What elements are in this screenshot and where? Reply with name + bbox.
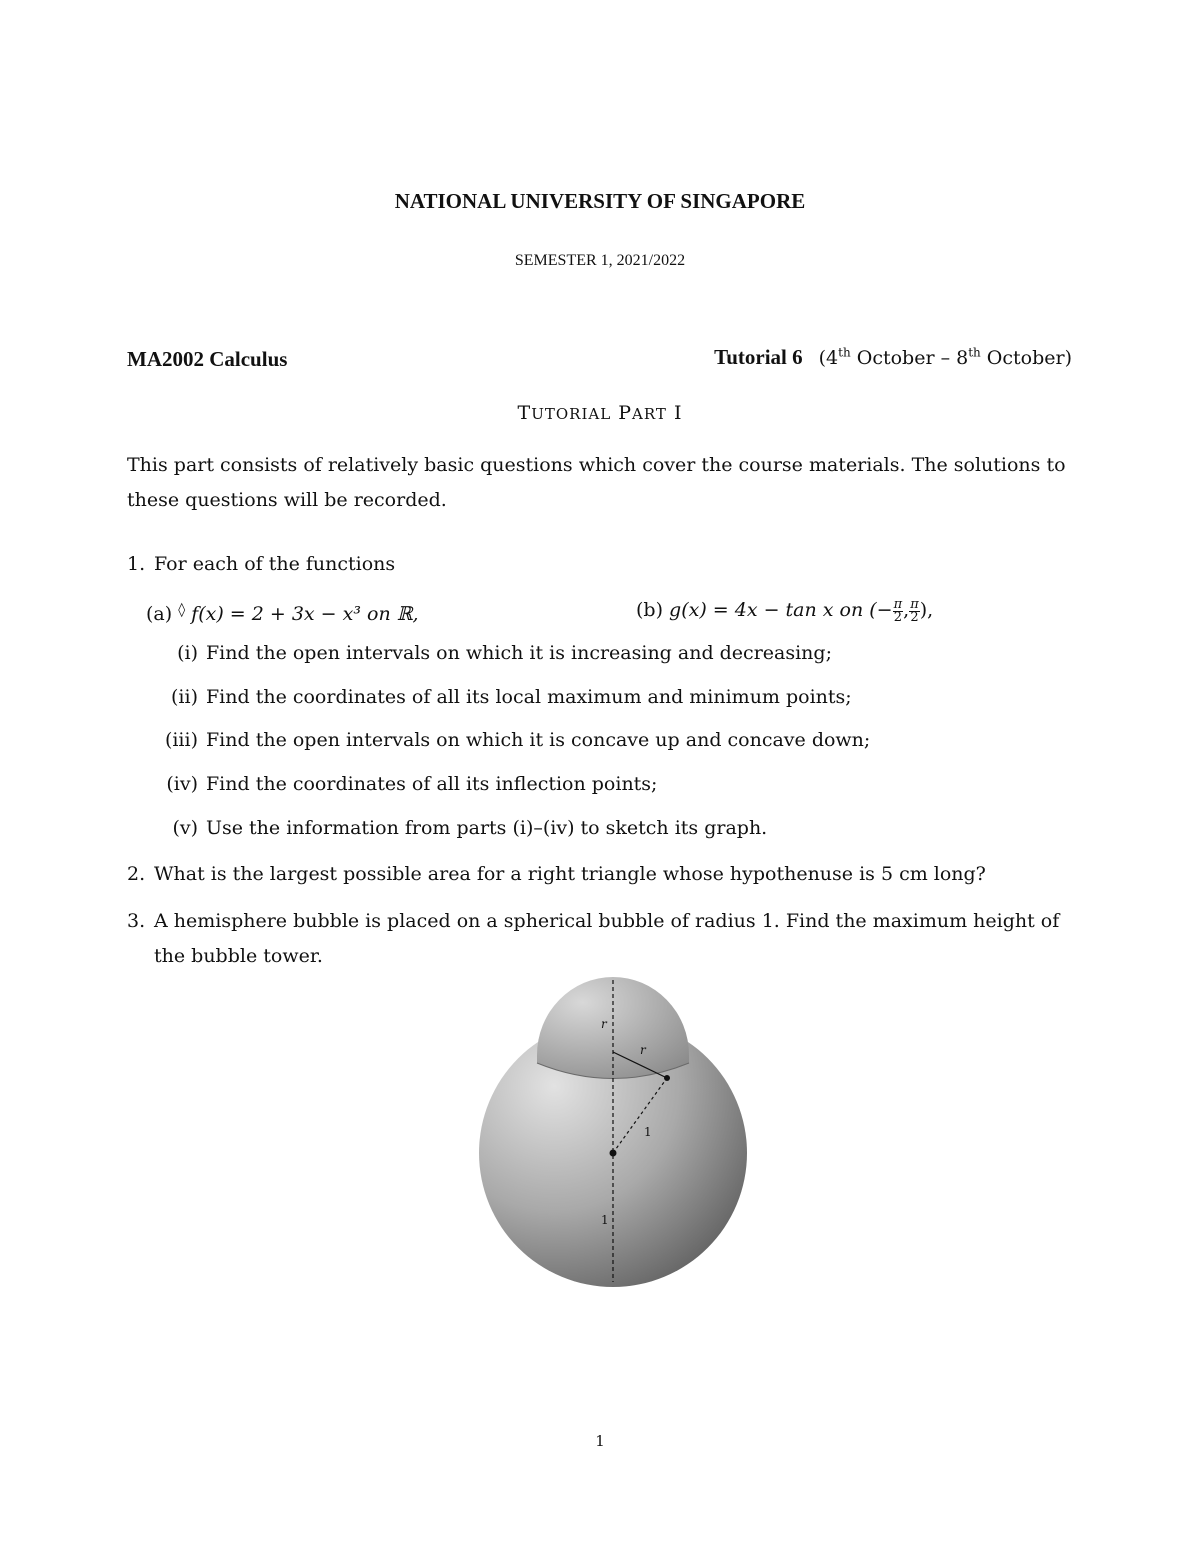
sphere-center-point (610, 1150, 617, 1157)
page-number: 1 (595, 1432, 605, 1450)
diamond-icon: ◊ (178, 602, 186, 618)
question-3 (127, 904, 1077, 974)
part-i: (i) Find the open intervals on which it is increasing and decreasing; (177, 642, 832, 664)
function-a: (a) ◊ f(x) = 2 + 3x − x³ on ℝ, (146, 602, 419, 625)
university-title: NATIONAL UNIVERSITY OF SINGAPORE (394, 189, 806, 213)
bubble-tower-figure (470, 968, 760, 1298)
tutorial-heading (714, 345, 1072, 370)
part-v: (v) Use the information from parts (i)–(iv) to sketch its graph. (172, 817, 768, 839)
question-text: A hemisphere bubble is placed on a spherical bubble of radius 1. Find the maximum height of the bubble tower. (154, 910, 1060, 967)
tutorial-date: (4th October – 8th October) (818, 345, 1072, 369)
part-iv: (iv) Find the coordinates of all its inflection points; (166, 773, 658, 795)
question-number: 3. (127, 910, 146, 932)
intro-paragraph: This part consists of relatively basic questions which cover the course materials. The solutions to these questions will be recorded. (127, 454, 1066, 511)
part-ii: (ii) Find the coordinates of all its local maximum and minimum points; (171, 686, 852, 708)
semester: SEMESTER 1, 2021/2022 (514, 252, 686, 269)
part-iii: (iii) Find the open intervals on which it is concave up and concave down; (164, 729, 871, 751)
question-number: 1. (127, 553, 146, 575)
question-text: For each of the functions (154, 553, 396, 575)
function-b: (b) g(x) = 4x − tan x on (− $\frac{\pi}{2}$ , $\frac{\pi}{2}$ ), (636, 596, 934, 625)
section-title: TUTORIAL PART I (517, 402, 683, 424)
tutorial-number: Tutorial 6 (714, 345, 803, 369)
question-text: What is the largest possible area for a right triangle whose hypothenuse is 5 cm long? (154, 863, 986, 885)
label-1-vertical: 1 (601, 1213, 609, 1227)
hemisphere (537, 977, 689, 1079)
question-number: 2. (127, 863, 146, 885)
label-r-vertical: r (601, 1017, 607, 1031)
question-2 (127, 857, 1077, 892)
question-1 (127, 547, 1077, 582)
label-1-slant: 1 (644, 1125, 652, 1139)
rim-point (664, 1075, 670, 1081)
label-r-slant: r (640, 1043, 646, 1057)
course-title: MA2002 Calculus (127, 347, 288, 371)
